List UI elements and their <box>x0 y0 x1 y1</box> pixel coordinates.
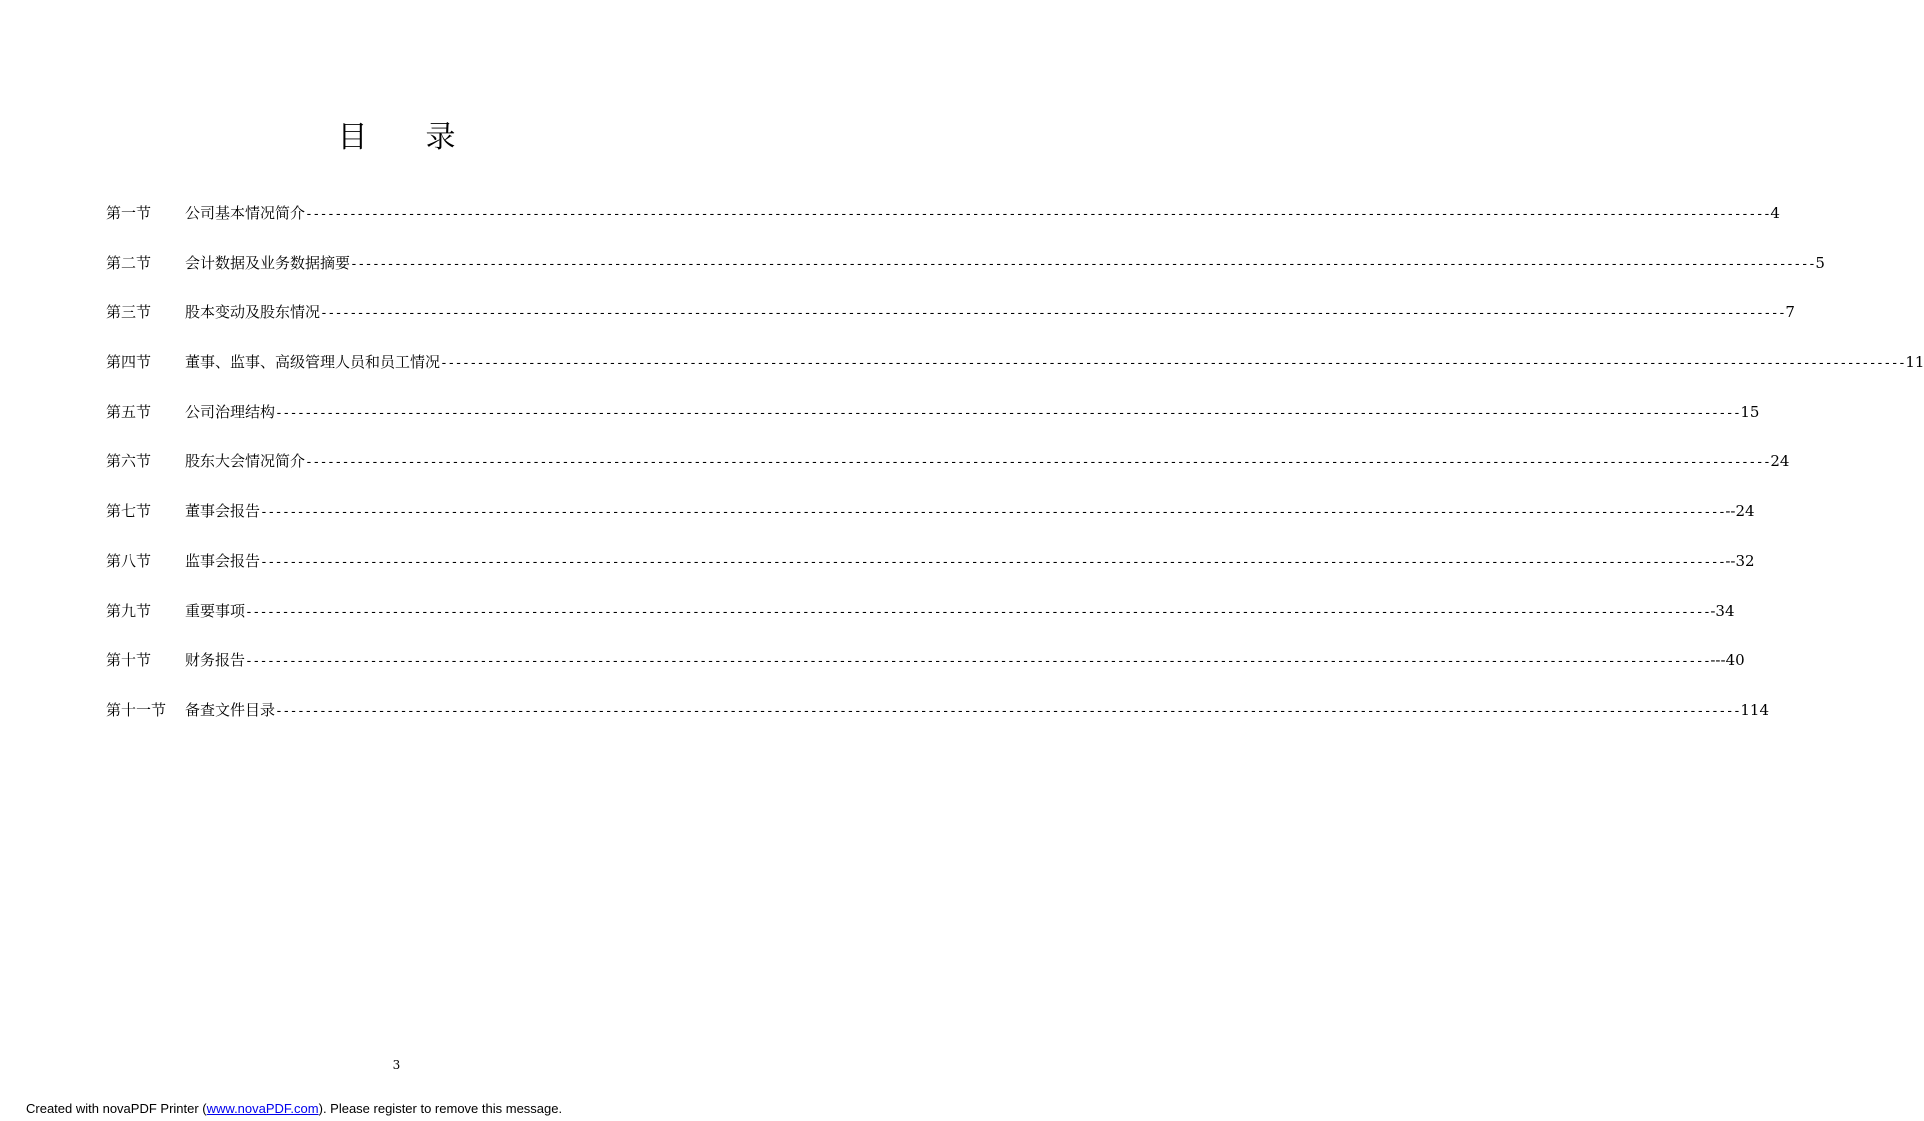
toc-row <box>106 550 1755 600</box>
toc-page-number: --32 <box>1725 551 1755 570</box>
toc-page-number: ---40 <box>1710 651 1745 670</box>
toc-section-title: 股本变动及股东情况 <box>185 303 321 322</box>
toc-dash-leader: -------------------------------------------------------------------------------------------------------------------------------------------------------------------------------------------------------- <box>305 455 1771 471</box>
toc-page-number: 7 <box>1785 303 1795 322</box>
toc-section-title: 财务报告 <box>185 651 246 670</box>
toc-section-number: 第三节 <box>106 303 152 322</box>
toc-section-number: 第八节 <box>106 551 152 570</box>
toc-row <box>106 351 1924 401</box>
toc-section-number: 第十一节 <box>106 700 167 719</box>
toc-page-number: 114 <box>1740 700 1769 719</box>
toc-dash-leader: -------------------------------------------------------------------------------------------------------------------------------------------------------------------------------------------------------- <box>260 505 1726 521</box>
footer-prefix: Created with novaPDF Printer ( <box>26 1101 207 1116</box>
toc-section-number: 第十节 <box>106 651 152 670</box>
toc-section-number: 第二节 <box>106 253 152 272</box>
toc-row <box>106 649 1745 699</box>
toc-row <box>106 699 1769 749</box>
page-number: 3 <box>392 1058 401 1072</box>
toc-dash-leader: -------------------------------------------------------------------------------------------------------------------------------------------------------------------------------------------------------- <box>320 306 1786 322</box>
toc-title <box>0 112 793 156</box>
toc-section-number: 第九节 <box>106 601 152 620</box>
title-char-1: 目 <box>337 120 368 155</box>
toc-row <box>106 301 1795 351</box>
toc-page-number: 5 <box>1815 253 1825 272</box>
toc-page-number: 11 <box>1905 353 1924 372</box>
toc-dash-leader: -------------------------------------------------------------------------------------------------------------------------------------------------------------------------------------------------------- <box>305 207 1771 222</box>
toc-section-title: 公司基本情况简介 <box>185 204 306 222</box>
toc-dash-leader: -------------------------------------------------------------------------------------------------------------------------------------------------------------------------------------------------------- <box>350 256 1816 272</box>
footer-suffix: ). Please register to remove this message. <box>318 1101 563 1116</box>
toc-row <box>106 202 1780 252</box>
toc-section-title: 董事、监事、高级管理人员和员工情况 <box>185 353 441 372</box>
toc-section-number: 第五节 <box>106 402 152 421</box>
toc-section-title: 监事会报告 <box>185 551 261 570</box>
toc-dash-leader: -------------------------------------------------------------------------------------------------------------------------------------------------------------------------------------------------------- <box>275 703 1741 719</box>
toc-dash-leader: -------------------------------------------------------------------------------------------------------------------------------------------------------------------------------------------------------- <box>245 604 1711 620</box>
toc-section-number: 第四节 <box>106 353 152 372</box>
toc-dash-leader: -------------------------------------------------------------------------------------------------------------------------------------------------------------------------------------------------------- <box>440 356 1906 372</box>
toc-section-number: 第七节 <box>106 502 152 521</box>
toc-section-title: 备查文件目录 <box>185 700 276 719</box>
toc-section-number: 第六节 <box>106 452 152 471</box>
toc-row <box>106 500 1755 550</box>
toc-dash-leader: -------------------------------------------------------------------------------------------------------------------------------------------------------------------------------------------------------- <box>245 654 1711 670</box>
table-of-contents <box>106 202 1924 749</box>
toc-section-title: 会计数据及业务数据摘要 <box>185 253 351 272</box>
footer-link[interactable]: www.novaPDF.com <box>206 1101 319 1116</box>
toc-section-title: 公司治理结构 <box>185 402 276 421</box>
toc-row <box>106 600 1735 650</box>
toc-row <box>106 252 1825 302</box>
toc-section-number: 第一节 <box>106 204 152 222</box>
toc-section-title: 重要事项 <box>185 601 246 620</box>
toc-page-number: 24 <box>1770 452 1790 471</box>
toc-section-title: 股东大会情况简介 <box>185 452 306 471</box>
toc-row <box>106 450 1790 500</box>
toc-page-number: 15 <box>1740 402 1760 421</box>
toc-page-number: 4 <box>1770 204 1780 222</box>
toc-row <box>106 401 1760 451</box>
toc-section-title: 董事会报告 <box>185 502 261 521</box>
title-char-2: 录 <box>425 120 456 155</box>
toc-dash-leader: -------------------------------------------------------------------------------------------------------------------------------------------------------------------------------------------------------- <box>260 554 1726 570</box>
toc-page-number: -34 <box>1710 601 1735 620</box>
toc-page-number: --24 <box>1725 502 1755 521</box>
watermark-footer <box>26 1101 562 1116</box>
toc-dash-leader: -------------------------------------------------------------------------------------------------------------------------------------------------------------------------------------------------------- <box>275 405 1741 421</box>
